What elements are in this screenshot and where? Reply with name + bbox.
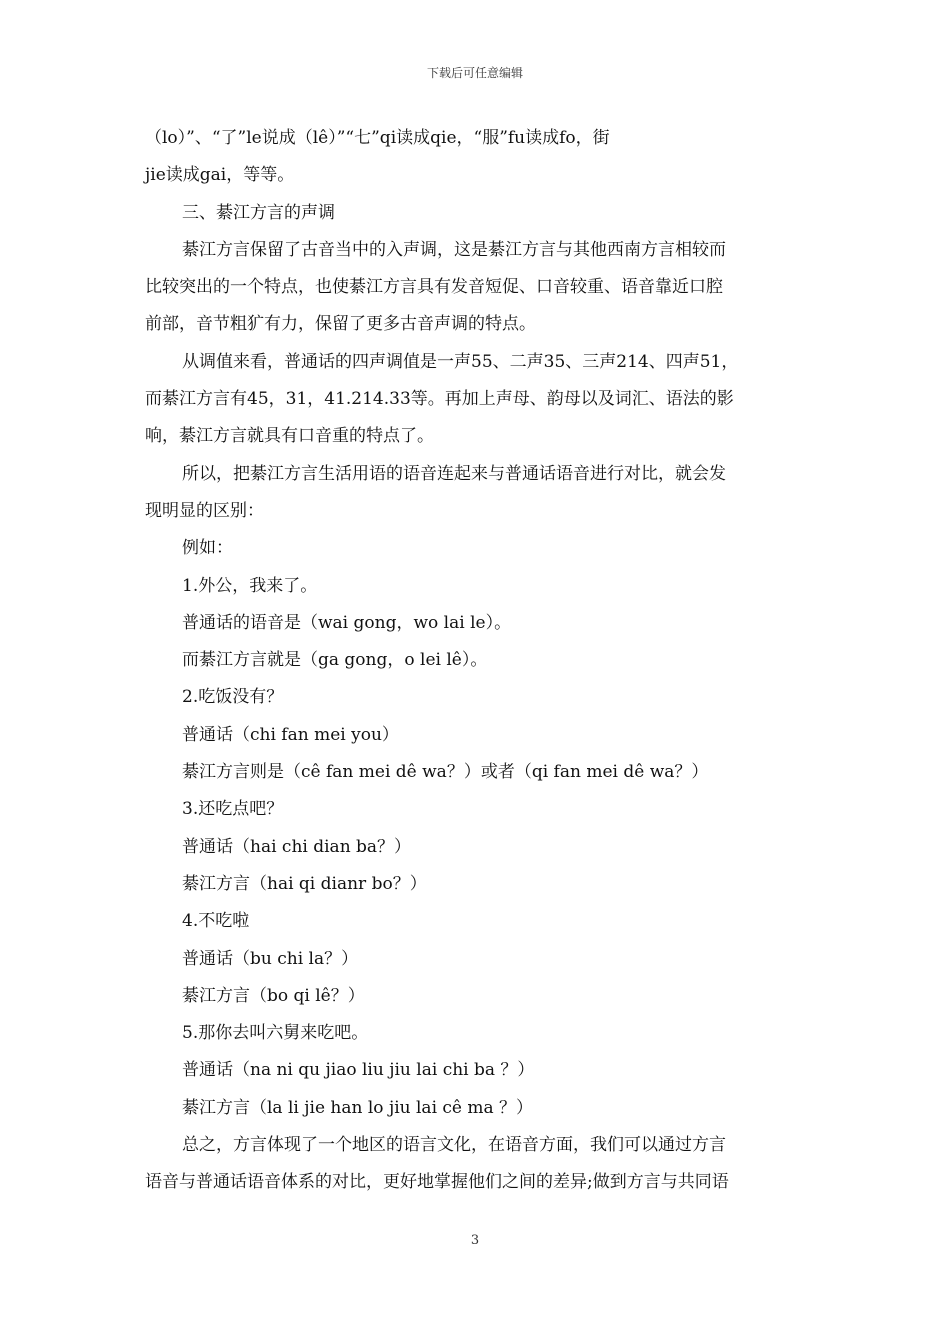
text-line: 三、綦江方言的声调 [182, 202, 335, 223]
text-line: 4.不吃啦 [182, 911, 250, 932]
text-line: 现明显的区别： [145, 500, 264, 521]
text-line: 普通话（na ni qu jiao liu jiu lai chi ba ？） [182, 1060, 535, 1081]
page-number: 3 [470, 1233, 480, 1248]
text-line: 语音与普通话语音体系的对比，更好地掌握他们之间的差异;做到方言与共同语 [145, 1172, 729, 1193]
text-line: 而綦江方言有45，31，41.214.33等。再加上声母、韵母以及词汇、语法的影 [145, 389, 734, 410]
text-line: 所以，把綦江方言生活用语的语音连起来与普通话语音进行对比，就会发 [182, 463, 726, 484]
text-line: jie读成gai，等等。 [145, 165, 295, 186]
text-line: 响，綦江方言就具有口音重的特点了。 [145, 426, 434, 447]
text-line: 而綦江方言就是（ga gong，o lei lê）。 [182, 650, 488, 671]
page-header: 下载后可任意编辑 [426, 66, 523, 80]
text-line: 5.那你去叫六舅来吃吧。 [182, 1023, 369, 1044]
document-body [145, 120, 807, 1202]
text-line: 例如： [182, 538, 233, 559]
text-line: 綦江方言保留了古音当中的入声调，这是綦江方言与其他西南方言相较而 [182, 239, 726, 260]
text-line: 普通话的语音是（wai gong，wo lai le）。 [182, 612, 512, 633]
text-line: 总之，方言体现了一个地区的语言文化，在语音方面，我们可以通过方言 [182, 1135, 726, 1156]
text-line: 普通话（hai chi dian ba？） [182, 836, 412, 857]
text-line: 綦江方言（hai qi dianr bo？） [182, 873, 427, 894]
text-line: 普通话（chi fan mei you） [182, 724, 399, 745]
text-line: 3.还吃点吧？ [182, 799, 284, 820]
text-line: 从调值来看，普通话的四声调值是一声55、二声35、三声214、四声51， [182, 351, 739, 372]
text-line: 普通话（bu chi la？） [182, 948, 359, 969]
text-line: 比较突出的一个特点，也使綦江方言具有发音短促、口音较重、语音靠近口腔 [145, 277, 723, 298]
text-line: 綦江方言则是（cê fan mei dê wa？）或者（qi fan mei dê wa？） [182, 762, 709, 783]
text-line: 綦江方言（la li jie han lo jiu lai cê ma ？） [182, 1097, 534, 1118]
text-line: 前部，音节粗犷有力，保留了更多古音声调的特点。 [145, 314, 536, 335]
text-line: 1.外公，我来了。 [182, 575, 318, 596]
text-line: 綦江方言（bo qi lê？） [182, 985, 365, 1006]
text-line: （lo）”、“了”le说成（lê）”“七”qi读成qie，“服”fu读成fo，街 [145, 128, 610, 148]
text-line: 2.吃饭没有？ [182, 687, 284, 708]
